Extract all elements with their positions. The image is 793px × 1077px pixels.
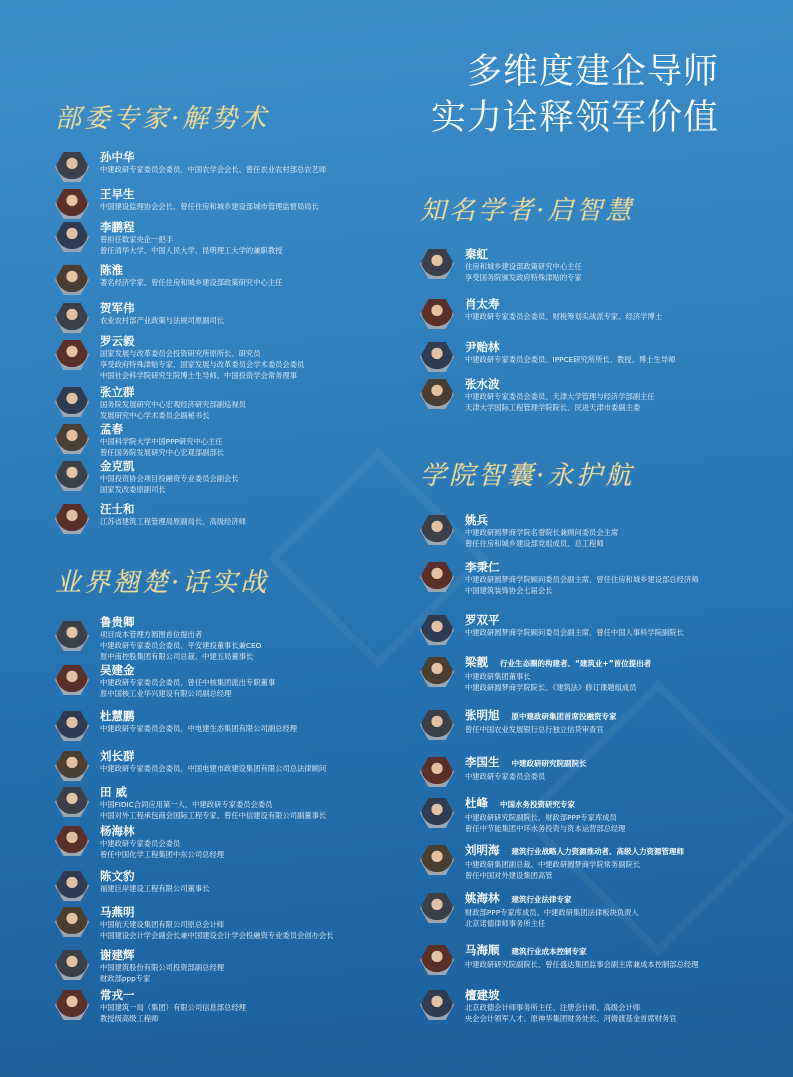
expert-description: 央企会计领军人才、原神华集团财务处长、河姆渡基金首席财务官 <box>465 1014 677 1023</box>
expert-name <box>465 655 651 671</box>
avatar-photo <box>55 303 89 333</box>
expert-name-text: 孙中华 <box>100 150 135 164</box>
expert-tagline: 建筑行业法律专家 <box>511 895 572 904</box>
avatar-photo <box>55 424 89 454</box>
expert-entry <box>55 869 415 909</box>
expert-name-text: 鲁贵卿 <box>100 615 135 629</box>
avatar-photo <box>55 907 89 937</box>
expert-description: 中建政研圆梦商学院顾问委员会副主席、曾任中国人事科学院副院长 <box>465 628 684 637</box>
expert-description: 教授级高级工程师 <box>100 1014 159 1023</box>
expert-entry <box>420 755 780 795</box>
expert-name <box>465 843 684 859</box>
expert-description: 财政部ppp专家 <box>100 974 151 983</box>
expert-tagline: 原中建政研集团首席投融资专家 <box>511 712 617 721</box>
avatar-photo <box>420 710 454 740</box>
expert-name <box>100 785 326 799</box>
expert-name-text: 田 威 <box>100 785 128 799</box>
expert-entry <box>55 785 415 825</box>
expert-name-text: 吴建金 <box>100 663 135 677</box>
expert-name <box>100 948 224 962</box>
expert-name <box>465 891 639 907</box>
expert-entry <box>420 613 780 653</box>
expert-description: 中建政研专家委员会委员、IPPCE研究所所长、教授、博士生导师 <box>465 355 676 364</box>
expert-entry <box>420 560 780 600</box>
expert-entry <box>420 843 780 883</box>
avatar-photo <box>55 990 89 1020</box>
expert-description: 中建政研专家委员会委员、中国电建市政建设集团有限公司总法律顾问 <box>100 764 327 773</box>
expert-name <box>100 502 246 516</box>
expert-name-text: 刘长群 <box>100 749 135 763</box>
expert-entry <box>420 655 780 695</box>
expert-description: 曾任中国农业发展银行总行独立信贷审查官 <box>465 725 604 734</box>
section-heading-academy: 学院智囊·永护航 <box>420 461 635 491</box>
expert-name <box>100 869 209 883</box>
expert-tagline: 建筑行业成本控制专家 <box>511 947 587 956</box>
expert-description: 中国FIDIC合同应用第一人、中建政研专家委员会委员 <box>100 800 273 809</box>
avatar-photo <box>420 893 454 923</box>
expert-entry <box>55 824 415 864</box>
avatar-photo <box>420 515 454 545</box>
expert-description: 国务院发展研究中心宏观经济研究部副巡视员 <box>100 400 246 409</box>
expert-description: 曾任清华大学、中国人民大学、昆明理工大学的兼职教授 <box>100 246 283 255</box>
expert-entry <box>55 663 415 703</box>
expert-tagline: 行业生态圈的构建者、“建筑业+”首位提出者 <box>500 659 652 668</box>
expert-tagline: 中国水务投资研究专家 <box>500 800 575 809</box>
avatar-photo <box>420 379 454 409</box>
avatar-photo <box>420 945 454 975</box>
avatar-photo <box>55 189 89 219</box>
expert-name <box>100 663 275 677</box>
expert-entry <box>55 988 415 1028</box>
expert-name <box>100 824 224 838</box>
avatar-photo <box>420 990 454 1020</box>
expert-name-text: 肖太寿 <box>465 297 500 311</box>
expert-description: 享受政府特殊津贴专家、国家发展与改革委员会学术委员会委员 <box>100 360 305 369</box>
avatar-photo <box>420 845 454 875</box>
avatar-photo <box>55 665 89 695</box>
expert-tagline: 中建政研研究院副院长 <box>511 759 587 768</box>
expert-description: 财政部PPP专家库成员、中建政研集团法律板块负责人 <box>465 908 639 917</box>
expert-description: 中建政研圆梦商学院顾问委员会副主席、曾任住房和城乡建设部总经济师 <box>465 575 699 584</box>
avatar-photo <box>420 615 454 645</box>
avatar-photo <box>55 621 89 651</box>
expert-name-text: 檀建坡 <box>465 988 500 1002</box>
expert-name-text: 贺军伟 <box>100 301 135 315</box>
expert-description: 农业农村部产业政策与法规司原副司长 <box>100 316 225 325</box>
avatar-photo <box>55 461 89 491</box>
expert-description: 中国建设会计学会副会长兼中国建设会计学会投融资专业委员会创办会长 <box>100 931 334 940</box>
expert-description: 中国建筑一局（集团）有限公司信息部总经理 <box>100 1003 246 1012</box>
expert-description: 中建政研圆梦商学院院长、《建筑法》修订课题组成员 <box>465 683 637 692</box>
avatar-photo <box>55 871 89 901</box>
expert-entry <box>420 796 780 836</box>
expert-name-text: 李鹏程 <box>100 220 135 234</box>
section-heading-scholars: 知名学者·启智慧 <box>420 196 635 226</box>
avatar-photo <box>420 299 454 329</box>
section-heading-industry: 业界翘楚·话实战 <box>55 568 270 598</box>
expert-description: 曾任住房和城乡建设部党组成员、总工程师 <box>465 539 604 548</box>
expert-description: 中建政研研究院副院长、曾任盛达集团监事会副主席兼成本控制部总经理 <box>465 960 699 969</box>
avatar-photo <box>420 249 454 279</box>
expert-description: 中建政研圆梦商学院名誉院长兼顾问委员会主席 <box>465 528 619 537</box>
expert-description: 江苏省建筑工程管理局原副局长、高级经济师 <box>100 517 246 526</box>
expert-name <box>465 560 699 574</box>
expert-name <box>465 513 618 527</box>
avatar-photo <box>420 342 454 372</box>
expert-description: 曾任中国对外建设集团高管 <box>465 871 553 880</box>
avatar-photo <box>55 711 89 741</box>
expert-description: 北京政德会计师事务所主任、注册会计师、高级会计师 <box>465 1003 641 1012</box>
expert-entry <box>55 385 415 425</box>
expert-entry <box>420 297 780 337</box>
expert-name-text: 杜峰 <box>465 796 488 810</box>
expert-name <box>465 297 662 311</box>
expert-description: 住房和城乡建设部政策研究中心主任 <box>465 262 582 271</box>
expert-name-text: 尹贻林 <box>465 340 500 354</box>
expert-name-text: 王早生 <box>100 187 135 201</box>
expert-name <box>100 422 224 436</box>
expert-name-text: 刘明海 <box>465 843 500 857</box>
expert-entry <box>55 502 415 542</box>
poster-title-line2: 实力诠释领军价值 <box>430 98 719 138</box>
expert-description: 曾任中国化学工程集团中东公司总经理 <box>100 850 225 859</box>
expert-name-text: 姚兵 <box>465 513 488 527</box>
expert-entry <box>55 263 415 303</box>
expert-name-text: 罗云毅 <box>100 334 135 348</box>
poster-title-line1: 多维度建企导师 <box>466 52 719 92</box>
expert-name <box>100 187 319 201</box>
expert-description: 中建政研研究院副院长、财政部PPP专家库成员 <box>465 813 617 822</box>
expert-entry <box>420 247 780 287</box>
expert-description: 原中南控股集团有限公司总裁、中建五局董事长 <box>100 652 254 661</box>
expert-name-text: 李国生 <box>465 755 500 769</box>
expert-name <box>465 708 617 724</box>
expert-description: 曾任国务院发展研究中心宏观部副部长 <box>100 448 225 457</box>
expert-description: 国家发展与改革委员会投资研究所原所长、研究员 <box>100 349 261 358</box>
expert-description: 中国建筑股份有限公司投资部副总经理 <box>100 963 225 972</box>
avatar-photo <box>420 798 454 828</box>
expert-description: 北京诺德律师事务所主任 <box>465 919 546 928</box>
expert-name <box>465 755 587 771</box>
expert-description: 福建巨岸建设工程有限公司董事长 <box>100 884 210 893</box>
expert-entry <box>55 948 415 988</box>
expert-description: 中国科学院大学中国PPP研究中心主任 <box>100 437 223 446</box>
expert-name-text: 汪士和 <box>100 502 135 516</box>
avatar-photo <box>55 504 89 534</box>
expert-description: 国家发改委原副司长 <box>100 485 166 494</box>
expert-entry <box>55 615 415 661</box>
expert-entry <box>55 749 415 789</box>
expert-entry <box>420 891 780 931</box>
expert-description: 原中国核工业华兴建设有限公司副总经理 <box>100 689 232 698</box>
expert-name <box>100 385 246 399</box>
expert-name <box>465 613 684 627</box>
expert-description: 享受国务院颁发政府特殊津贴的专家 <box>465 273 582 282</box>
expert-name-text: 马海顺 <box>465 943 500 957</box>
expert-entry <box>55 334 415 380</box>
expert-entry <box>420 513 780 553</box>
expert-description: 中建政研专家委员会委员、曾任中核集团派出专职董事 <box>100 678 276 687</box>
expert-name <box>100 615 261 629</box>
avatar-photo <box>55 751 89 781</box>
expert-entry <box>55 459 415 499</box>
expert-description: 中建政研专家委员会委员 <box>100 839 181 848</box>
expert-name-text: 杜慧鹏 <box>100 709 135 723</box>
expert-name <box>465 247 582 261</box>
expert-description: 中国航天建设集团有限公司原总会计师 <box>100 920 225 929</box>
expert-name <box>100 334 304 348</box>
expert-entry <box>420 708 780 748</box>
expert-name-text: 梁靓 <box>465 655 488 669</box>
expert-tagline: 建筑行业战略人力资源推动者、高级人力资源管理师 <box>511 847 684 856</box>
expert-name <box>465 988 677 1002</box>
expert-name <box>100 459 239 473</box>
expert-entry <box>420 340 780 380</box>
expert-entry <box>55 150 415 190</box>
expert-name-text: 姚海林 <box>465 891 500 905</box>
expert-name-text: 秦虹 <box>465 247 488 261</box>
expert-name-text: 陈淮 <box>100 263 123 277</box>
expert-name <box>100 709 297 723</box>
expert-description: 中建政研专家委员会委员、中国农学会会长、曾任农业农村部总农艺师 <box>100 165 327 174</box>
expert-description: 著名经济学家、曾任住房和城乡建设部政策研究中心主任 <box>100 278 283 287</box>
avatar-photo <box>55 387 89 417</box>
expert-entry <box>420 943 780 983</box>
expert-name-text: 常戎一 <box>100 988 135 1002</box>
avatar-photo <box>55 787 89 817</box>
expert-entry <box>55 220 415 260</box>
expert-description: 中建政研集团董事长 <box>465 672 531 681</box>
expert-name <box>100 150 326 164</box>
expert-description: 中国建筑装饰协会七届会长 <box>465 586 553 595</box>
avatar-photo <box>420 757 454 787</box>
avatar-photo <box>55 950 89 980</box>
expert-description: 项目成本管理方圆图首位提出者 <box>100 630 203 639</box>
expert-description: 发展研究中心学术委员会副秘书长 <box>100 411 210 420</box>
expert-description: 曾任中节能集团中环水务投资与资本运营部总经理 <box>465 824 626 833</box>
expert-name <box>100 301 224 315</box>
expert-description: 中建政研专家委员会委员、天津大学管理与经济学部副主任 <box>465 392 655 401</box>
expert-description: 中国对外工程承包商会国际工程专家、曾任中信建设有限公司副董事长 <box>100 811 327 820</box>
expert-description: 中建政研专家委员会委员、平安建投董事长兼CEO <box>100 641 262 650</box>
expert-entry <box>55 905 415 945</box>
expert-name-text: 张水波 <box>465 377 500 391</box>
expert-name-text: 杨海林 <box>100 824 135 838</box>
avatar-photo <box>55 152 89 182</box>
expert-description: 中国社会科学院研究生院博士生导师、中国投资学会常务理事 <box>100 371 298 380</box>
expert-name-text: 金克凯 <box>100 459 135 473</box>
expert-name-text: 孟春 <box>100 422 123 436</box>
expert-name <box>465 340 675 354</box>
expert-name <box>100 988 246 1002</box>
expert-name <box>100 220 282 234</box>
expert-description: 中国建设监理协会会长、曾任住房和城乡建设部城市管理监督局局长 <box>100 202 319 211</box>
avatar-photo <box>55 826 89 856</box>
avatar-photo <box>55 222 89 252</box>
expert-description: 中建政研集团副总裁、中建政研圆梦商学院常务副院长 <box>465 860 641 869</box>
expert-name-text: 李秉仁 <box>465 560 500 574</box>
expert-name <box>100 749 326 763</box>
avatar-photo <box>420 562 454 592</box>
expert-name <box>465 377 655 391</box>
expert-name <box>465 796 626 812</box>
expert-name-text: 马燕明 <box>100 905 135 919</box>
expert-name-text: 罗双平 <box>465 613 500 627</box>
expert-description: 中建政研专家委员会委员、中电建生态集团有限公司副总经理 <box>100 724 298 733</box>
expert-name-text: 张明旭 <box>465 708 500 722</box>
expert-name-text: 谢建辉 <box>100 948 135 962</box>
avatar-photo <box>55 340 89 370</box>
expert-description: 中国投资协会项目投融资专业委员会副会长 <box>100 474 239 483</box>
expert-description: 中建政研专家委员会委员、财税筹划实战派专家、经济学博士 <box>465 312 663 321</box>
expert-entry <box>420 377 780 417</box>
section-heading-ministry: 部委专家·解势术 <box>55 104 270 134</box>
avatar-photo <box>420 657 454 687</box>
expert-entry <box>55 709 415 749</box>
expert-name-text: 陈文豹 <box>100 869 135 883</box>
avatar-photo <box>55 265 89 295</box>
expert-name <box>465 943 699 959</box>
expert-description: 中建政研专家委员会委员 <box>465 772 546 781</box>
expert-name <box>100 905 334 919</box>
expert-name <box>100 263 282 277</box>
expert-name-text: 张立群 <box>100 385 135 399</box>
expert-description: 天津大学国际工程管理学院院长、民进天津市委副主委 <box>465 403 641 412</box>
expert-description: 曾担任数家央企一把手 <box>100 235 173 244</box>
expert-entry <box>420 988 780 1028</box>
expert-entry <box>55 422 415 462</box>
